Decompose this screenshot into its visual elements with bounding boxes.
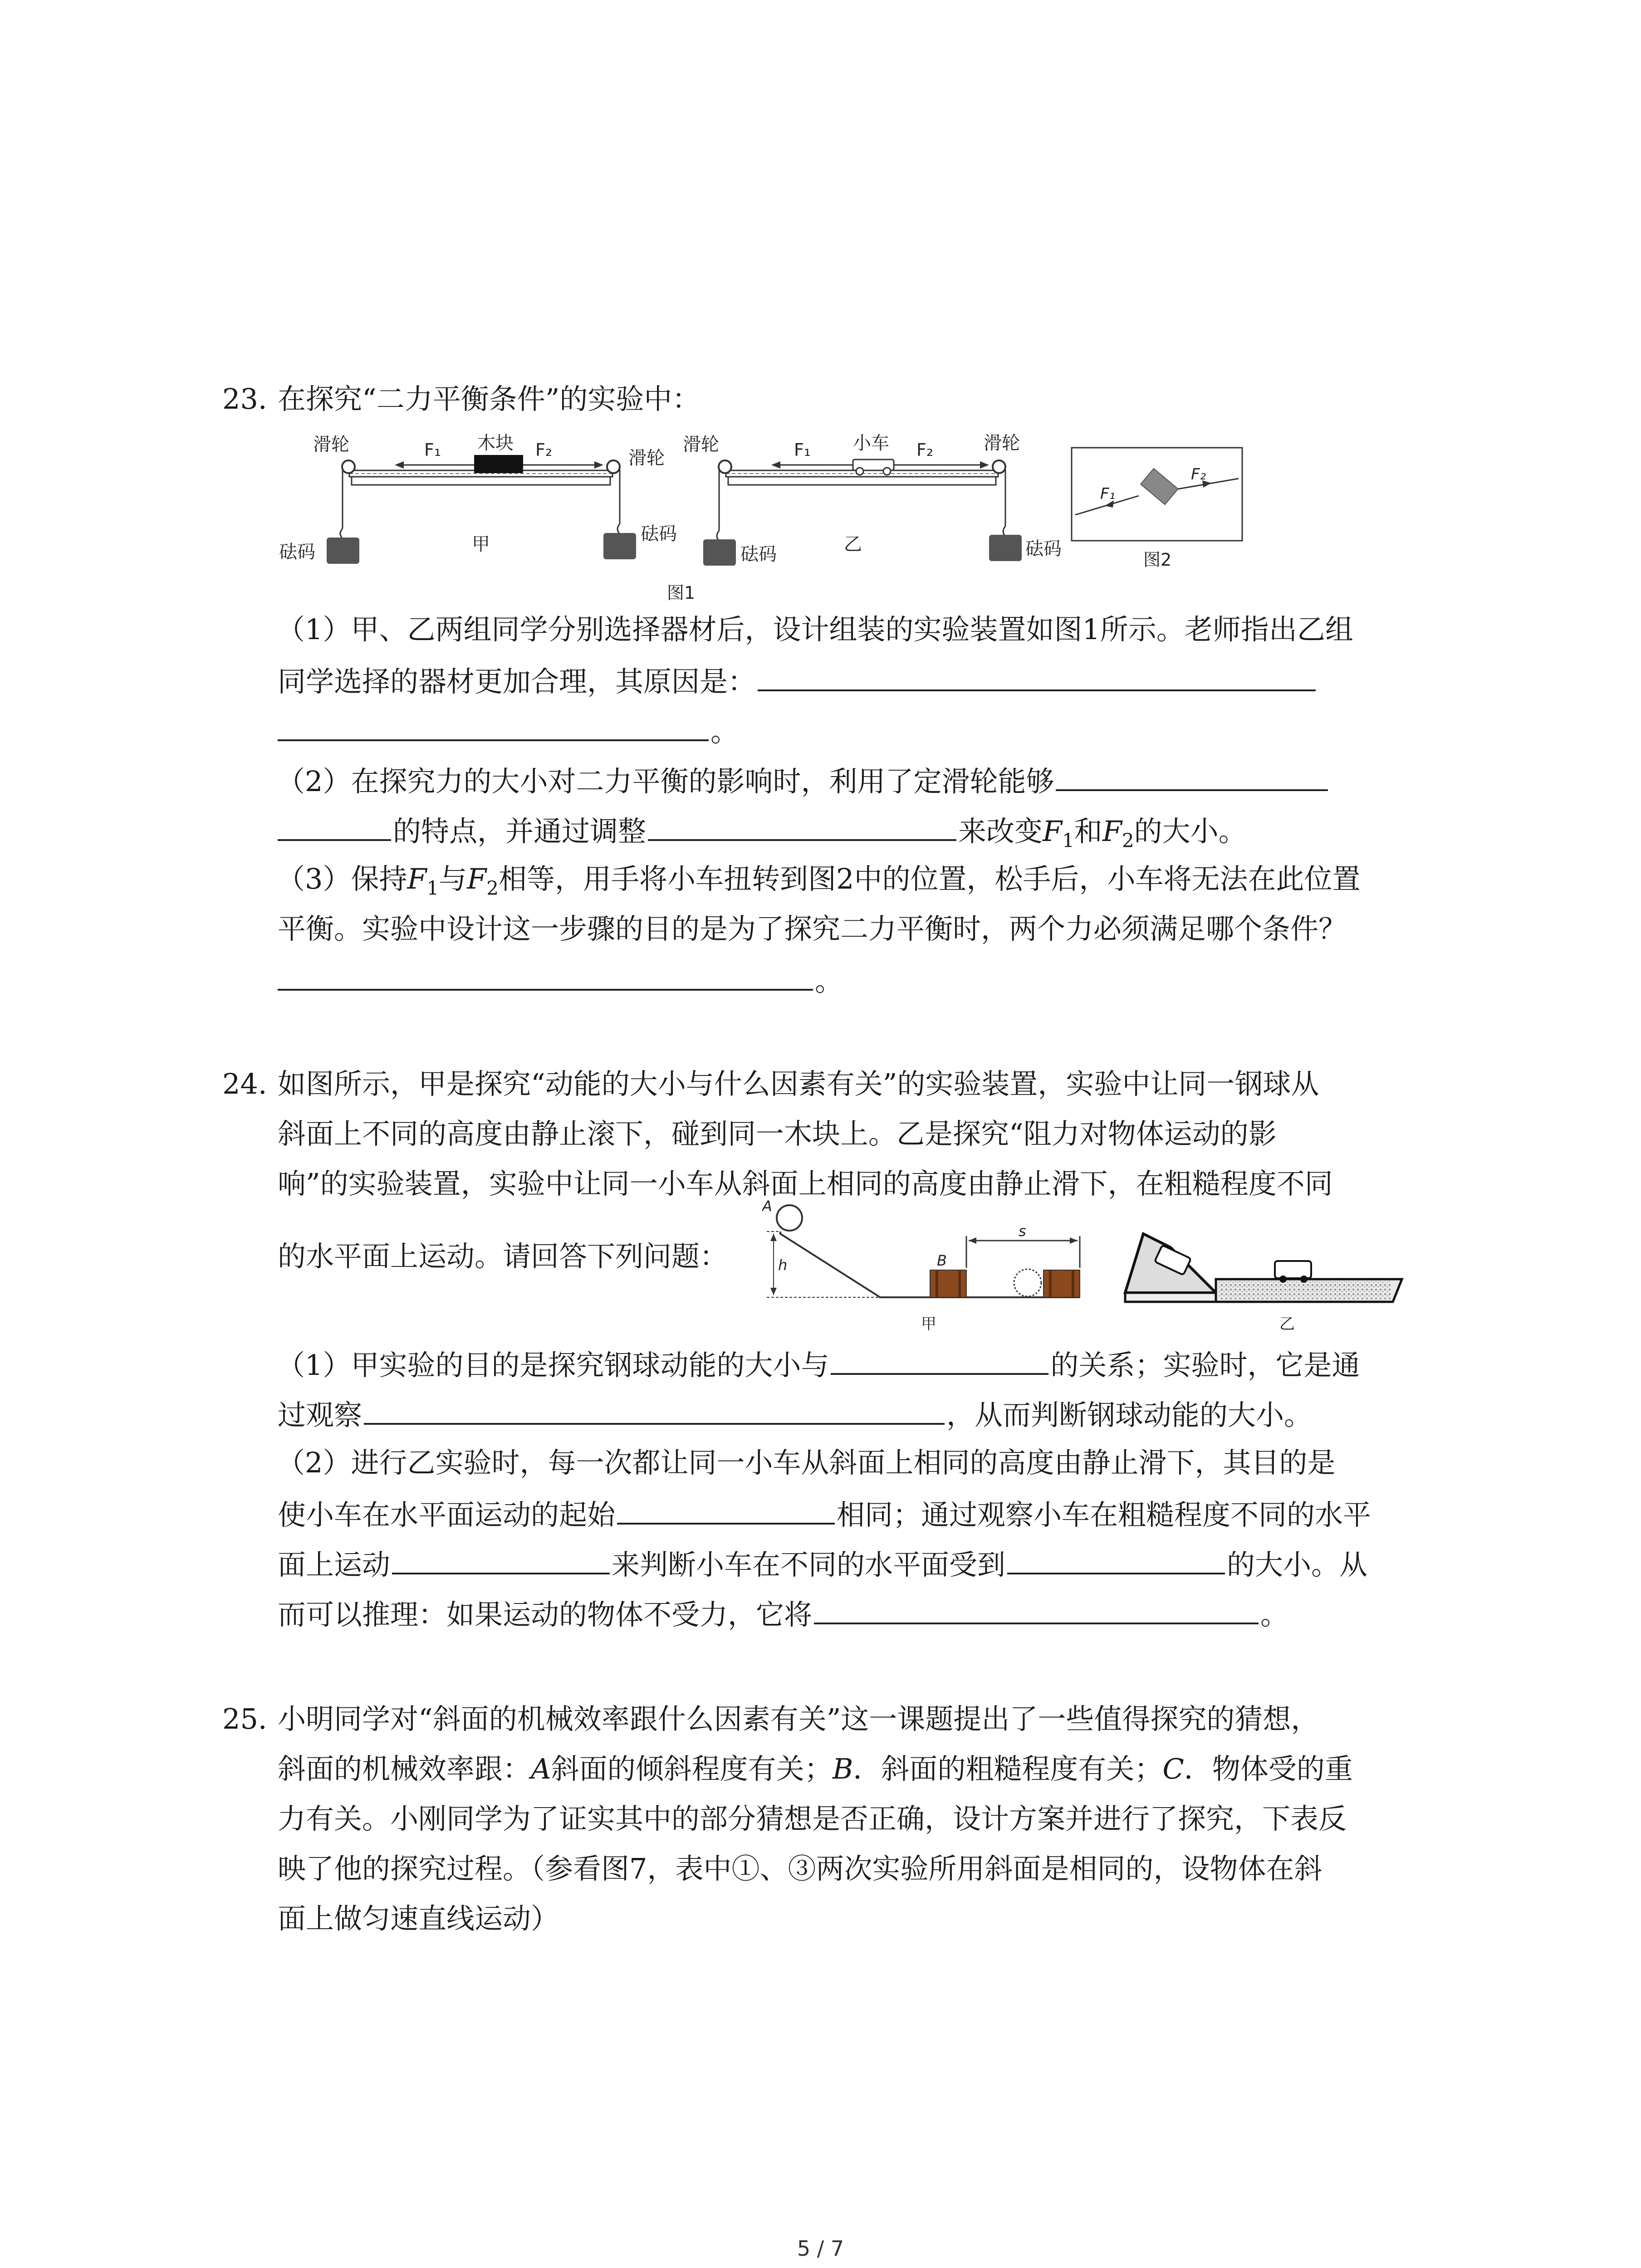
q24-part2-text-e: 的大小。从 bbox=[1227, 1548, 1368, 1581]
q23-part2-text-b: 来改变 bbox=[958, 815, 1043, 848]
answer-blank-23-1a[interactable] bbox=[758, 661, 1316, 691]
q24-part1-text-c: 过观察 bbox=[278, 1398, 362, 1432]
q23-part3-f1: F bbox=[407, 862, 427, 895]
q23-part2-f2: F bbox=[1102, 815, 1122, 848]
q24-part1-line2 bbox=[278, 1395, 1312, 1433]
q23-part3-text-b: 相等，用手将小车扭转到图2中的位置，松手后，小车将无法在此位置 bbox=[499, 862, 1361, 895]
q24-part1-text-b: 的关系；实验时，它是通 bbox=[1050, 1349, 1360, 1382]
q24-part2-line4 bbox=[278, 1594, 1288, 1633]
q24-part1-line1 bbox=[277, 1345, 1360, 1383]
q25-option-b: B bbox=[832, 1752, 853, 1785]
group-yi-label: 乙 bbox=[844, 534, 862, 555]
pulley-label-right-yi: 滑轮 bbox=[984, 433, 1020, 454]
fig2-f1-label: F₁ bbox=[1100, 485, 1116, 503]
apparatus-resistance bbox=[1125, 1234, 1402, 1302]
cart-label: 小车 bbox=[853, 433, 889, 454]
q25-line5: 面上做匀速直线运动） bbox=[278, 1902, 559, 1935]
q23-part1-line1: （1）甲、乙两组同学分别选择器材后，设计组装的实验装置如图1所示。老师指出乙组 bbox=[277, 613, 1353, 646]
q23-part2-end: 的大小。 bbox=[1134, 815, 1247, 848]
q25-option-c: C bbox=[1162, 1752, 1184, 1785]
label-s: s bbox=[1019, 1222, 1026, 1240]
q24-part2-text-a: 使小车在水平面运动的起始 bbox=[278, 1498, 616, 1531]
pulley-label-left-yi: 滑轮 bbox=[683, 434, 719, 455]
q24-part1-text-a: （1）甲实验的目的是探究钢球动能的大小与 bbox=[277, 1349, 829, 1382]
answer-blank-24-2a[interactable] bbox=[617, 1495, 835, 1525]
group-jia-label: 甲 bbox=[472, 534, 490, 555]
page-number: 5 / 7 bbox=[797, 2236, 844, 2261]
f1-label-jia: F₁ bbox=[424, 440, 441, 460]
f1-label-yi: F₁ bbox=[794, 440, 811, 460]
q23-part3-line1 bbox=[277, 861, 1360, 906]
f2-label-jia: F₂ bbox=[535, 440, 553, 460]
figure-2 bbox=[1071, 447, 1243, 572]
label-jia: 甲 bbox=[921, 1315, 936, 1333]
q24-part2-text-d: 来判断小车在不同的水平面受到 bbox=[612, 1548, 1006, 1581]
q25-line2-text-d: ．物体受的重 bbox=[1184, 1752, 1353, 1785]
answer-blank-24-2d[interactable] bbox=[814, 1594, 1259, 1624]
answer-blank-24-2b[interactable] bbox=[392, 1545, 610, 1574]
q23-part1-line2-text: 同学选择的器材更加合理，其原因是： bbox=[278, 665, 756, 698]
q24-part2-line3 bbox=[278, 1545, 1367, 1583]
apparatus-kinetic-energy bbox=[767, 1205, 1080, 1297]
q25-option-a: A bbox=[531, 1752, 551, 1785]
figure-2-caption: 图2 bbox=[1143, 550, 1172, 570]
q23-part2-f2-sub: 2 bbox=[1122, 829, 1134, 852]
q24-part2-line1: （2）进行乙实验时，每一次都让同一小车从斜面上相同的高度由静止滑下，其目的是 bbox=[277, 1446, 1336, 1479]
q25-line2 bbox=[278, 1751, 1353, 1787]
q25-line1: 小明同学对“斜面的机械效率跟什么因素有关”这一课题提出了一些值得探究的猜想， bbox=[278, 1702, 1319, 1735]
q23-part3-f1-sub: 1 bbox=[426, 877, 439, 899]
answer-blank-23-1b[interactable] bbox=[278, 711, 709, 741]
label-a: A bbox=[762, 1198, 772, 1215]
q25-line2-text-a: 斜面的机械效率跟： bbox=[278, 1752, 531, 1785]
q24-part2-text-f: 而可以推理：如果运动的物体不受力，它将 bbox=[278, 1598, 813, 1631]
q23-part3-yu: 与 bbox=[439, 862, 467, 895]
q25-line2-text-b: 斜面的倾斜程度有关； bbox=[551, 1752, 833, 1785]
answer-blank-23-2b[interactable] bbox=[278, 811, 391, 841]
figure-q24 bbox=[762, 1198, 1406, 1338]
question-25-number: 25. bbox=[222, 1702, 267, 1735]
q25-line2-text-c: ．斜面的粗糙程度有关； bbox=[853, 1752, 1163, 1785]
q24-part1-text-d: ，从而判断钢球动能的大小。 bbox=[946, 1398, 1313, 1432]
q24-line2: 斜面上不同的高度由静止滚下，碰到同一木块上。乙是探究“阻力对物体运动的影 bbox=[278, 1117, 1277, 1150]
q23-part3-end: 。 bbox=[815, 964, 843, 997]
label-yi: 乙 bbox=[1279, 1315, 1295, 1333]
q23-part2-f1-sub: 1 bbox=[1062, 829, 1074, 852]
q23-part3-f2: F bbox=[467, 862, 487, 895]
question-23-number: 23. bbox=[222, 382, 267, 415]
q24-line4: 的水平面上运动。请回答下列问题： bbox=[278, 1240, 728, 1273]
block-label: 木块 bbox=[477, 433, 514, 454]
q23-part2-line1 bbox=[277, 761, 1330, 800]
q23-part1-line3 bbox=[278, 711, 739, 750]
q25-line4: 映了他的探究过程。（参看图7，表中①、③两次实验所用斜面是相同的，设物体在斜 bbox=[278, 1852, 1323, 1885]
f2-label-yi: F₂ bbox=[916, 440, 934, 460]
pulley-label-right: 滑轮 bbox=[628, 448, 665, 469]
question-23-stem: 在探究“二力平衡条件”的实验中： bbox=[278, 382, 700, 415]
q23-part1-end: 。 bbox=[710, 715, 739, 748]
q23-part2-line1-text: （2）在探究力的大小对二力平衡的影响时，利用了定滑轮能够 bbox=[277, 765, 1054, 798]
answer-blank-23-2a[interactable] bbox=[1056, 761, 1328, 791]
weight-label-right-yi: 砝码 bbox=[1025, 538, 1062, 559]
weight-label-right: 砝码 bbox=[641, 523, 677, 544]
q23-part2-line2 bbox=[278, 811, 1247, 859]
fig2-f2-label: F₂ bbox=[1191, 465, 1206, 484]
q24-part2-text-b: 相同；通过观察小车在粗糙程度不同的水平 bbox=[837, 1498, 1372, 1531]
q24-line3: 响”的实验装置，实验中让同一小车从斜面上相同的高度由静止滑下，在粗糙程度不同 bbox=[278, 1167, 1333, 1200]
weight-label-left-yi: 砝码 bbox=[740, 544, 777, 565]
q25-line3: 力有关。小刚同学为了证实其中的部分猜想是否正确，设计方案并进行了探究，下表反 bbox=[278, 1802, 1347, 1835]
answer-blank-23-2c[interactable] bbox=[648, 811, 956, 841]
answer-blank-23-3[interactable] bbox=[278, 961, 813, 991]
figure-1 bbox=[272, 429, 1134, 610]
q23-part2-f1: F bbox=[1043, 815, 1063, 848]
q24-part2-line2 bbox=[278, 1495, 1371, 1533]
q24-line1: 如图所示，甲是探究“动能的大小与什么因素有关”的实验装置，实验中让同一钢球从 bbox=[278, 1067, 1319, 1100]
pulley-label-left: 滑轮 bbox=[313, 434, 349, 455]
q23-part3-text-a: （3）保持 bbox=[277, 862, 407, 895]
answer-blank-24-2c[interactable] bbox=[1007, 1545, 1225, 1574]
label-h: h bbox=[778, 1256, 788, 1274]
answer-blank-24-1a[interactable] bbox=[831, 1345, 1048, 1375]
q23-part3-f2-sub: 2 bbox=[486, 877, 499, 899]
q23-part1-line2 bbox=[278, 661, 1318, 700]
q23-part2-text-a: 的特点，并通过调整 bbox=[393, 815, 647, 848]
q23-part3-line3 bbox=[278, 961, 843, 999]
q24-part2-end: 。 bbox=[1260, 1598, 1289, 1631]
q23-part3-line2: 平衡。实验中设计这一步骤的目的是为了探究二力平衡时，两个力必须满足哪个条件？ bbox=[278, 912, 1347, 945]
question-24-number: 24. bbox=[222, 1067, 267, 1100]
figure-1-caption: 图1 bbox=[667, 583, 696, 603]
weight-label-left: 砝码 bbox=[279, 542, 315, 562]
q23-part2-he: 和 bbox=[1074, 815, 1102, 848]
answer-blank-24-1b[interactable] bbox=[364, 1395, 945, 1425]
label-b: B bbox=[937, 1252, 947, 1269]
q24-part2-text-c: 面上运动 bbox=[278, 1548, 391, 1581]
